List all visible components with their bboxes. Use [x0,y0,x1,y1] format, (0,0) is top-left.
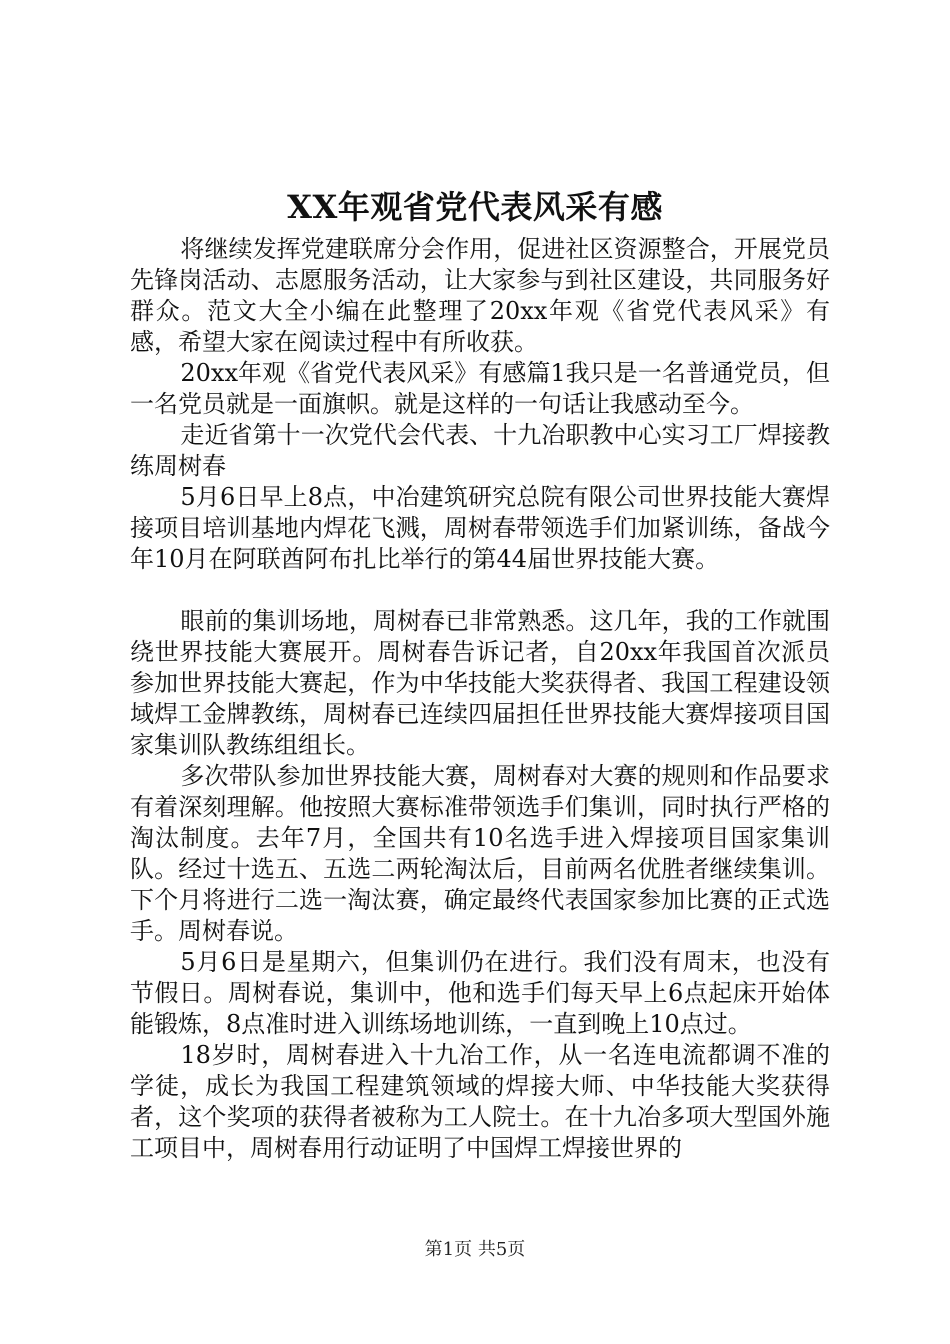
page-footer: 第1页 共5页 [424,1239,526,1260]
paragraph-3: 5月6日早上8点，中冶建筑研究总院有限公司世界技能大赛焊接项目培训基地内焊花飞溅，周树春带领选手们加紧训练，备战今年10月在阿联酋阿布扎比举行的第44届世界技能大赛。 [130,483,830,573]
paragraph-2: 走近省第十一次党代会代表、十九冶职教中心实习工厂焊接教练周树春 [130,421,830,480]
paragraph-1: 20xx年观《省党代表风采》有感篇1我只是一名普通党员，但一名党员就是一面旗帜。就是这样的一句话让我感动至今。 [130,359,830,418]
paragraph-intro: 将继续发挥党建联席分会作用，促进社区资源整合，开展党员先锋岗活动、志愿服务活动，让大家参与到社区建设，共同服务好群众。范文大全小编在此整理了20xx年观《省党代表风采》有感，希望大家在阅读过程中有所收获。 [130,235,830,356]
paragraph-7: 18岁时，周树春进入十九冶工作，从一名连电流都调不准的学徒，成长为我国工程建筑领域的焊接大师、中华技能大奖获得者，这个奖项的获得者被称为工人院士。在十九冶多项大型国外施工项目中，周树春用行动证明了中国焊工焊接世界的 [130,1041,830,1162]
document-title: XX年观省党代表风采有感 [287,188,663,226]
paragraph-4: 眼前的集训场地，周树春已非常熟悉。这几年，我的工作就围绕世界技能大赛展开。周树春告诉记者，自20xx年我国首次派员参加世界技能大赛起，作为中华技能大奖获得者、我国工程建设领域焊工金牌教练，周树春已连续四届担任世界技能大赛焊接项目国家集训队教练组组长。 [130,607,830,759]
paragraph-5: 多次带队参加世界技能大赛，周树春对大赛的规则和作品要求有着深刻理解。他按照大赛标准带领选手们集训，同时执行严格的淘汰制度。去年7月，全国共有10名选手进入焊接项目国家集训队。经过十选五、五选二两轮淘汰后，目前两名优胜者继续集训。下个月将进行二选一淘汰赛，确定最终代表国家参加比赛的正式选手。周树春说。 [130,762,830,945]
document-body [130,234,830,1164]
paragraph-6: 5月6日是星期六，但集训仍在进行。我们没有周末，也没有节假日。周树春说，集训中，他和选手们每天早上6点起床开始体能锻炼，8点准时进入训练场地训练，一直到晚上10点过。 [130,948,830,1038]
